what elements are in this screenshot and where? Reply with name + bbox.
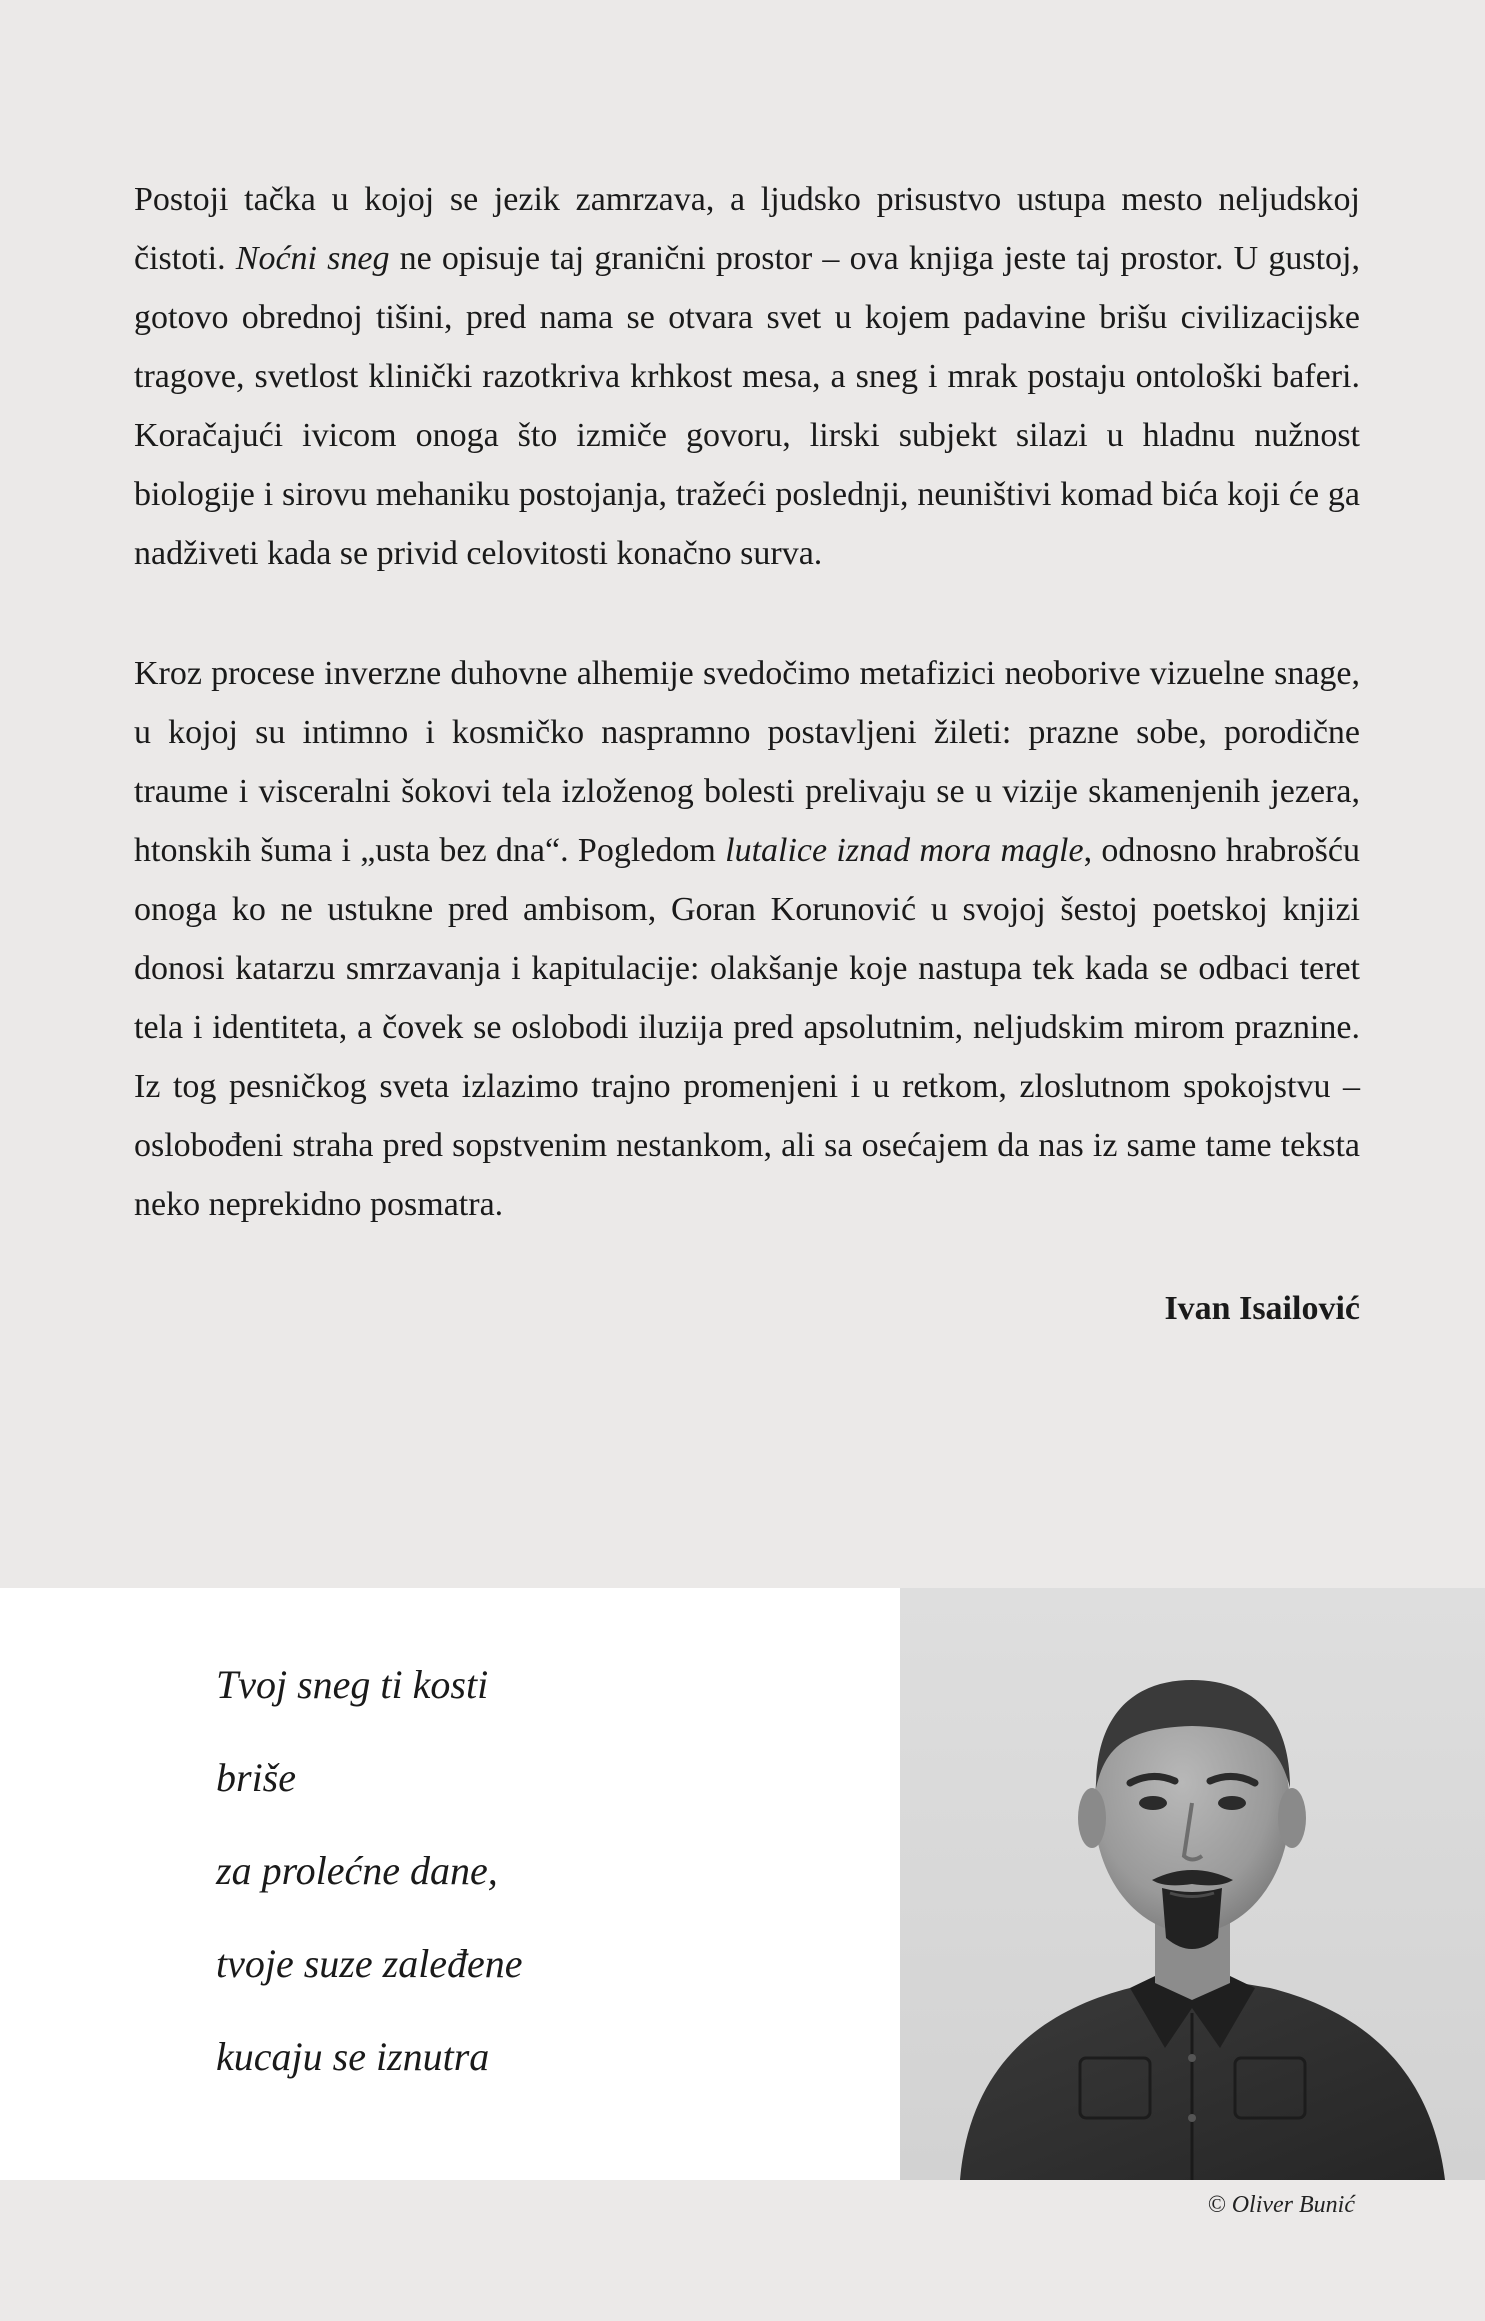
poem-line: Tvoj sneg ti kosti (216, 1662, 489, 1707)
back-cover-text (134, 170, 1360, 1338)
paragraph-2-part-1: Kroz procese inverzne duhovne alhemije svedočimo metafizici neoborive vizuelne snage, u kojoj su intimno i kosmičko naspramno postavljeni žileti: prazne sobe, porodične traume i visceralni šokovi tela izloženog bolesti prelivaju se u vizije skamenjenih jezera, htonskih šuma i „usta bez dna“. Pogledom (134, 655, 1360, 869)
paragraph-2 (134, 644, 1360, 1234)
bottom-panel (0, 1588, 1485, 2180)
paragraph-1 (134, 170, 1360, 583)
poem-line: za prolećne dane, (216, 1848, 498, 1893)
poem-line: kucaju se iznutra (216, 2034, 490, 2079)
author-photo (900, 1588, 1485, 2180)
painting-quote-italic: lutalice iznad mora magle (725, 832, 1084, 869)
paragraph-1-part-2: ne opisuje taj granični prostor – ova knjiga jeste taj prostor. U gustoj, gotovo obrednoj tišini, pred nama se otvara svet u kojem padavine brišu civilizacijske tragove, svetlost klinički razotkriva krhkost mesa, a sneg i mrak postaju ontološki baferi. Koračajući ivicom onoga što izmiče govoru, lirski subjekt silazi u hladnu nužnost biologije i sirovu mehaniku postojanja, tražeći poslednji, neuništivi komad bića koji će ga nadživeti kada se privid celovitosti konačno surva. (134, 240, 1360, 572)
paragraph-1-part-1: Postoji tačka u kojoj se jezik zamrzava, a ljudsko prisustvo ustupa mesto neljudskoj čistoti. (134, 181, 1360, 277)
author-portrait-illustration (900, 1588, 1485, 2180)
photo-credit: © Oliver Bunić (1207, 2192, 1355, 2218)
poem-excerpt (216, 1638, 523, 2103)
paragraph-2-part-2: , odnosno hrabrošću onoga ko ne ustukne pred ambisom, Goran Korunović u svojoj šestoj poetskoj knjizi donosi katarzu smrzavanja i kapitulacije: olakšanje koje nastupa tek kada se odbaci teret tela i identiteta, a čovek se oslobodi iluzija pred apsolutnim, neljudskim mirom praznine. Iz tog pesničkog sveta izlazimo trajno promenjeni i u retkom, zloslutnom spokojstvu – oslobođeni straha pred sopstvenim nestankom, ali sa osećajem da nas iz same tame teksta neko neprekidno posmatra. (134, 832, 1360, 1223)
review-signature: Ivan Isailović (1164, 1290, 1360, 1327)
poem-line: briše (216, 1755, 296, 1800)
poem-line: tvoje suze zaleđene (216, 1941, 523, 1986)
book-title-italic: Noćni sneg (235, 240, 390, 277)
poem-box (0, 1588, 900, 2180)
